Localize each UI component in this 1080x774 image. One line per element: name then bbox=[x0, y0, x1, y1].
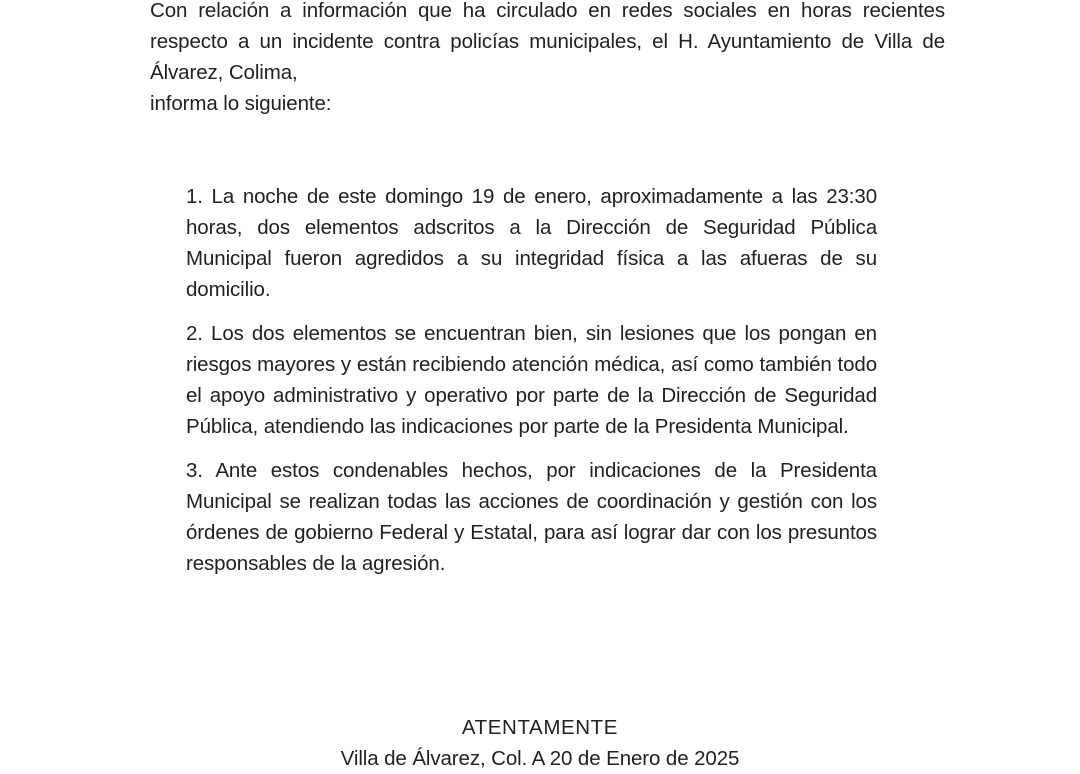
spacer-intro-items bbox=[0, 119, 1080, 181]
numbered-item-3: 3. Ante estos condenables hechos, por indicaciones de la Presidenta Municipal se realizan todas las acciones de coordinación y gestión con los órdenes de gobierno Federal y Estatal, para así lograr dar con los presuntos responsables de la agresión. bbox=[186, 459, 877, 575]
item-gap bbox=[0, 442, 1080, 455]
place-and-date-text: Villa de Álvarez, Col. A 20 de Enero de 2025 bbox=[340, 747, 740, 770]
numbered-item-1: 1. La noche de este domingo 19 de enero, aproximadamente a las 23:30 horas, dos elementos adscritos a la Dirección de Seguridad Pública Municipal fueron agredidos a su integridad física a las afueras de su domicilio. bbox=[186, 185, 877, 301]
signoff-text: ATENTAMENTE bbox=[461, 716, 619, 739]
numbered-item-2: 2. Los dos elementos se encuentran bien, sin lesiones que los pongan en riesgos mayores y están recibiendo atención médica, así como también todo el apoyo administrativo y operativo por parte de la Dirección de Seguridad Pública, atendiendo las indicaciones por parte de la Presidenta Municipal. bbox=[186, 322, 877, 438]
item-gap bbox=[0, 305, 1080, 318]
intro-closing-line: informa lo siguiente: bbox=[150, 92, 332, 115]
numbered-items-list bbox=[0, 181, 1080, 579]
spacer-items-closing bbox=[0, 579, 1080, 712]
intro-paragraph bbox=[0, 0, 1080, 119]
intro-paragraph-text: Con relación a información que ha circulado en redes sociales en horas recientes respecto a un incidente contra policías municipales, el H. Ayuntamiento de Villa de Álvarez, Colima, bbox=[150, 0, 945, 84]
closing-block bbox=[0, 712, 1080, 774]
